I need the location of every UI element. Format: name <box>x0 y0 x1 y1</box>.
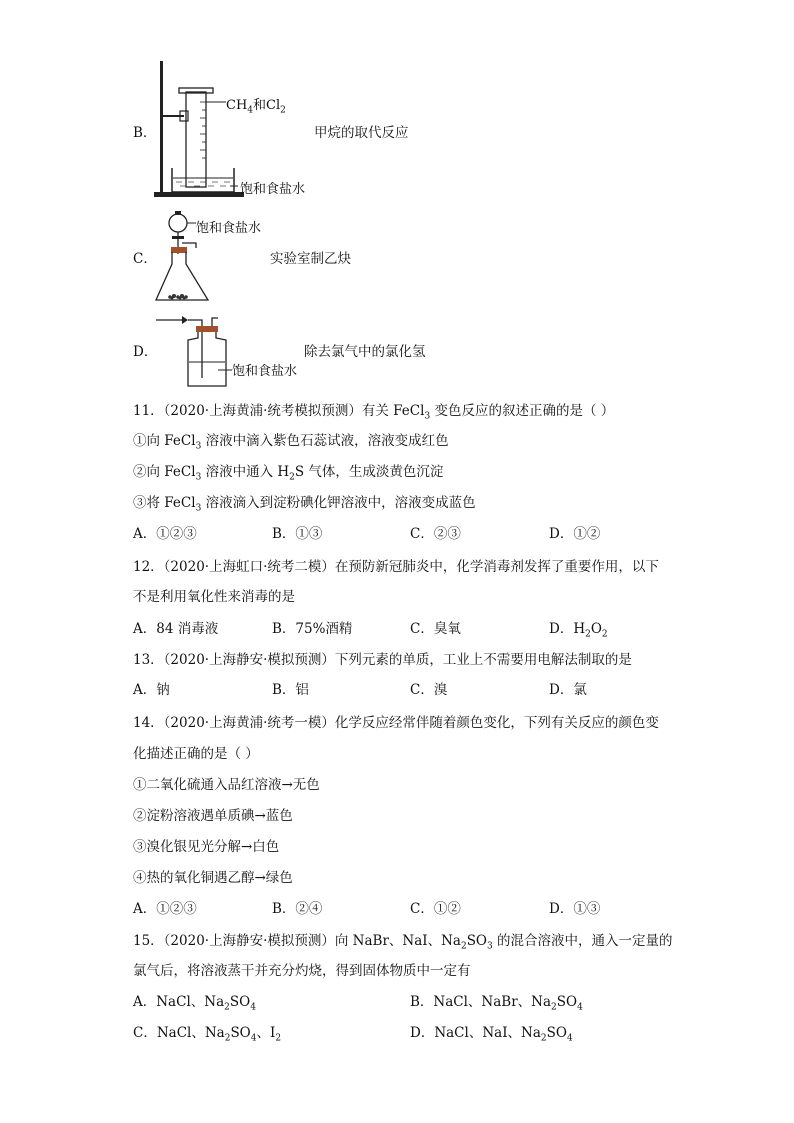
q12-option-d[interactable]: D．$H_2O_2$ <box>549 621 608 640</box>
q15-stem-line1: 15．（2020·上海静安·模拟预测）向 NaBr、NaI、$Na_2SO_3$ 的混合溶液中，通入一定量的 <box>133 933 673 952</box>
q15-option-a[interactable]: A．NaCl、$Na_2SO_4$ <box>133 994 256 1013</box>
q12-option-a[interactable]: A．84 消毒液 <box>133 621 219 637</box>
q14-item-3: ③溴化银见光分解→白色 <box>133 839 280 855</box>
q13-option-c[interactable]: C．溴 <box>410 682 448 698</box>
q11-item-3: ③将 FeCl$_3$ 溶液滴入到淀粉碘化钾溶液中，溶液变成蓝色 <box>133 495 476 514</box>
q14-option-d[interactable]: D．①③ <box>549 901 601 917</box>
saline-label-d: 饱和食盐水 <box>232 364 298 379</box>
q13-option-b[interactable]: B．铝 <box>272 682 309 698</box>
q11-item-1: ①向 FeCl$_3$ 溶液中滴入紫色石蕊试液，溶液变成红色 <box>133 433 449 452</box>
option-d-letter: D． <box>133 344 158 360</box>
q11-option-b[interactable]: B．①③ <box>272 526 323 542</box>
caption-c: 实验室制乙炔 <box>270 251 351 267</box>
q13-stem: 13．（2020·上海静安·模拟预测）下列元素的单质，工业上不需要用电解法制取的是 <box>133 652 632 668</box>
q11-option-a[interactable]: A．①②③ <box>133 526 197 542</box>
saline-label-c: 饱和食盐水 <box>196 221 262 236</box>
option-c-letter: C． <box>133 251 157 267</box>
saline-label-b: 饱和食盐水 <box>240 182 306 197</box>
q14-option-c[interactable]: C．①② <box>410 901 461 917</box>
q11-stem: 11．（2020·上海黄浦·统考模拟预测）有关 FeCl$_3$ 变色反应的叙述正确的是（ ） <box>133 403 615 422</box>
caption-d: 除去氯气中的氯化氢 <box>304 344 426 360</box>
q11-item-2: ②向 FeCl$_3$ 溶液中通入 $H_2S$ 气体，生成淡黄色沉淀 <box>133 464 444 483</box>
q12-stem-line2: 不是利用氧化性来消毒的是 <box>133 589 295 605</box>
q15-option-d[interactable]: D．NaCl、NaI、$Na_2SO_4$ <box>410 1025 573 1044</box>
q11-option-d[interactable]: D．①② <box>549 526 601 542</box>
q11-option-c[interactable]: C．②③ <box>410 526 461 542</box>
q13-option-a[interactable]: A．钠 <box>133 682 170 698</box>
q14-item-1: ①二氧化硫通入品红溶液→无色 <box>133 777 320 793</box>
q14-item-2: ②淀粉溶液遇单质碘→蓝色 <box>133 808 293 824</box>
q15-option-c[interactable]: C．NaCl、$Na_2SO_4$、$I_2$ <box>133 1025 282 1044</box>
q12-option-b[interactable]: B．75%酒精 <box>272 621 353 637</box>
q12-stem-line1: 12．（2020·上海虹口·统考二模）在预防新冠肺炎中，化学消毒剂发挥了重要作用，以下 <box>133 559 659 575</box>
gas-washing-bottle <box>154 310 244 390</box>
q12-option-c[interactable]: C．臭氧 <box>410 621 461 637</box>
q14-stem-line1: 14．（2020·上海黄浦·统考一模）化学反应经常伴随着颜色变化，下列有关反应的颜色变 <box>133 715 659 731</box>
q14-stem-line2: 化描述正确的是（ ） <box>133 746 259 762</box>
q13-option-d[interactable]: D．氯 <box>549 682 587 698</box>
gas-label: $CH_4$和$Cl_2$ <box>226 98 286 116</box>
q14-option-b[interactable]: B．②④ <box>272 901 323 917</box>
q15-stem-line2: 氯气后，将溶液蒸干并充分灼烧，得到固体物质中一定有 <box>133 963 471 979</box>
q15-option-b[interactable]: B．NaCl、NaBr、$Na_2SO_4$ <box>410 994 583 1013</box>
q14-option-a[interactable]: A．①②③ <box>133 901 197 917</box>
q14-item-4: ④热的氧化铜遇乙醇→绿色 <box>133 870 293 886</box>
caption-b: 甲烷的取代反应 <box>314 125 409 141</box>
option-b-letter: B． <box>133 125 157 141</box>
